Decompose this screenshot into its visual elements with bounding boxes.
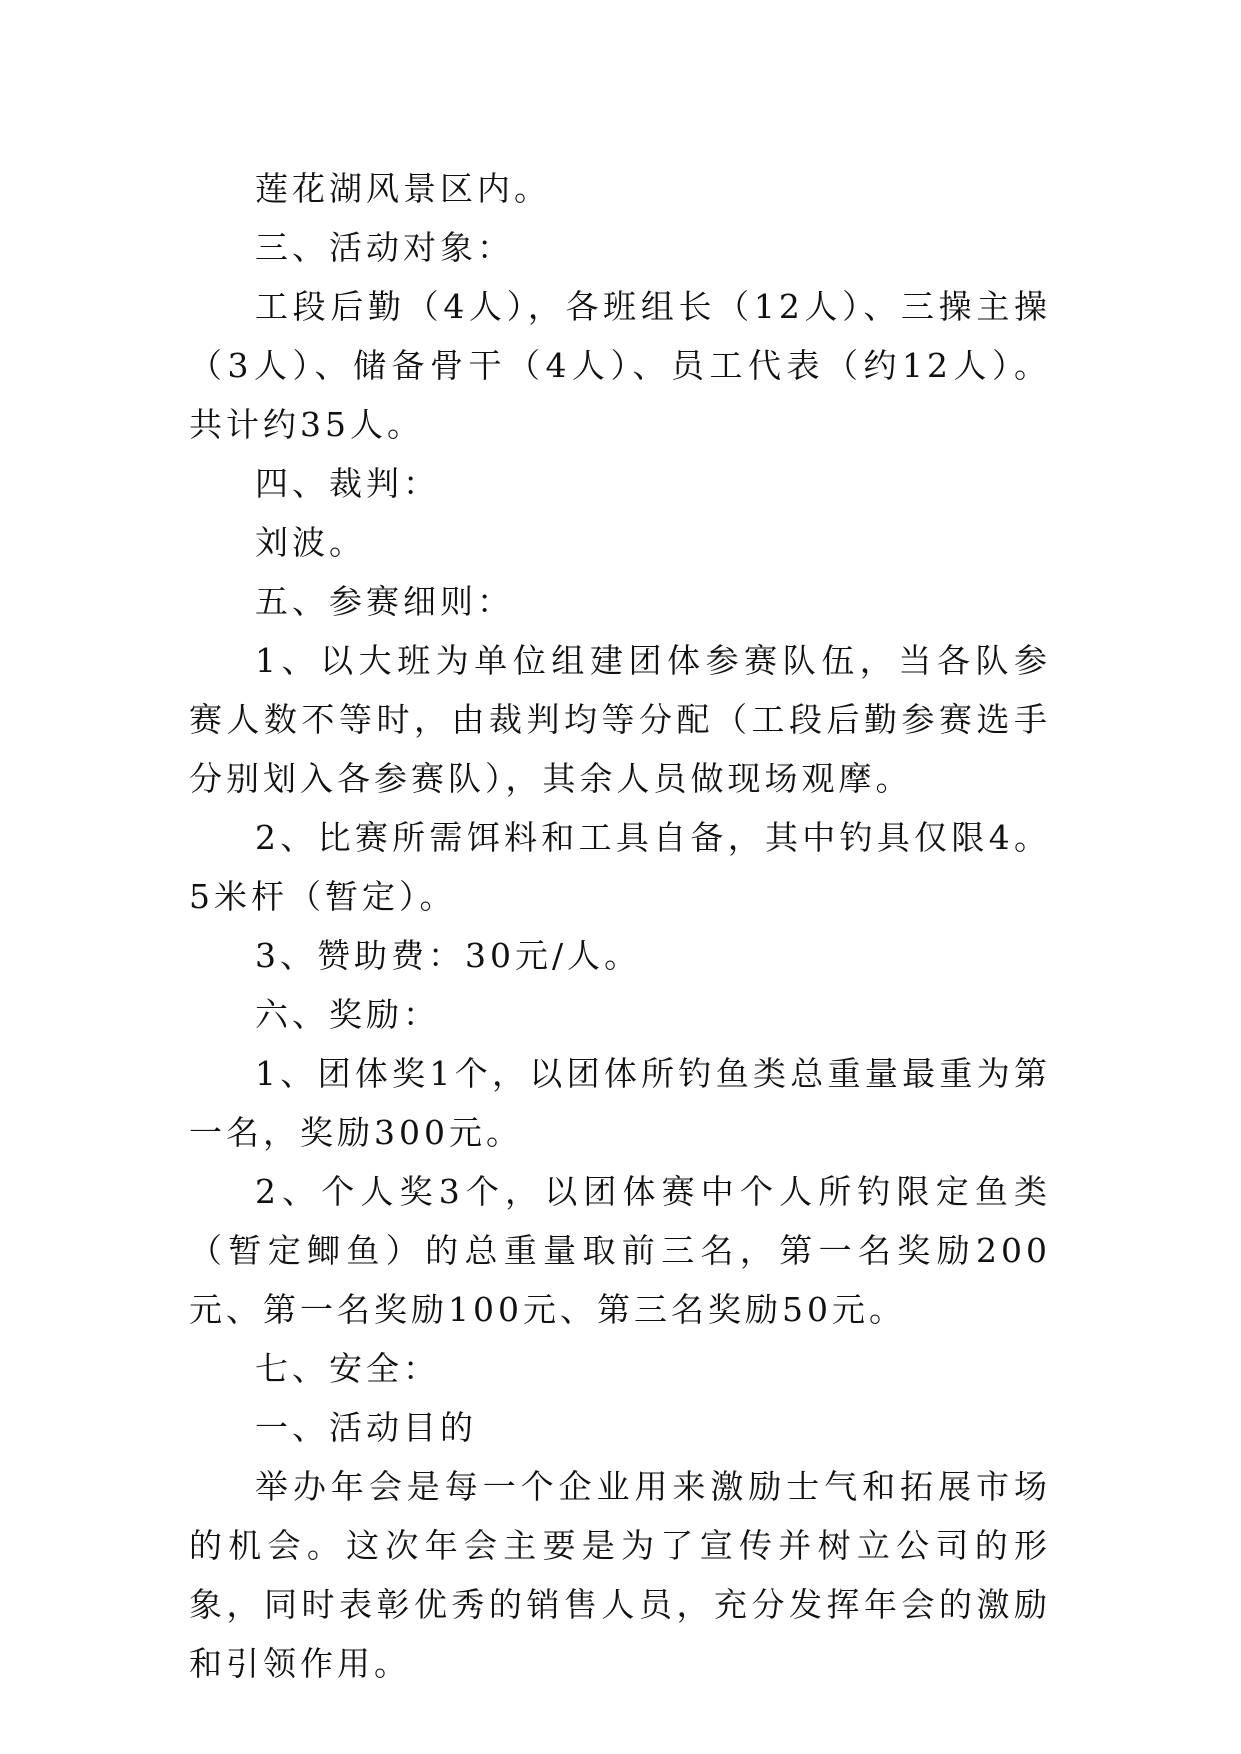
paragraph-rule-1: 1、以大班为单位组建团体参赛队伍，当各队参赛人数不等时，由裁判均等分配（工段后勤参赛选手分别划入各参赛队），其余人员做现场观摩。	[189, 641, 1051, 798]
paragraph-rule-3: 3、赞助费：30元/人。	[255, 936, 642, 975]
heading-referee: 四、裁判：	[255, 464, 440, 503]
heading-awards: 六、奖励：	[255, 995, 440, 1034]
heading-rules: 五、参赛细则：	[255, 582, 514, 621]
paragraph-purpose: 举办年会是每一个企业用来激励士气和拓展市场的机会。这次年会主要是为了宣传并树立公司的形象，同时表彰优秀的销售人员，充分发挥年会的激励和引领作用。	[189, 1467, 1051, 1683]
heading-safety: 七、安全：	[255, 1349, 440, 1388]
heading-purpose: 一、活动目的	[255, 1408, 477, 1447]
document-body	[189, 159, 1051, 1693]
paragraph-award-1: 1、团体奖1个，以团体所钓鱼类总重量最重为第一名，奖励300元。	[189, 1054, 1051, 1152]
paragraph-participants: 工段后勤（4人），各班组长（12人）、三操主操（3人）、储备骨干（4人）、员工代表（约12人）。共计约35人。	[189, 287, 1051, 444]
paragraph-location-end: 莲花湖风景区内。	[255, 169, 551, 208]
paragraph-rule-2: 2、比赛所需饵料和工具自备，其中钓具仅限4。5米杆（暂定）。	[189, 818, 1051, 916]
paragraph-referee: 刘波。	[255, 523, 366, 562]
paragraph-award-2: 2、个人奖3个，以团体赛中个人所钓限定鱼类（暂定鲫鱼）的总重量取前三名，第一名奖励200元、第一名奖励100元、第三名奖励50元。	[189, 1172, 1051, 1329]
heading-participants: 三、活动对象：	[255, 228, 514, 267]
